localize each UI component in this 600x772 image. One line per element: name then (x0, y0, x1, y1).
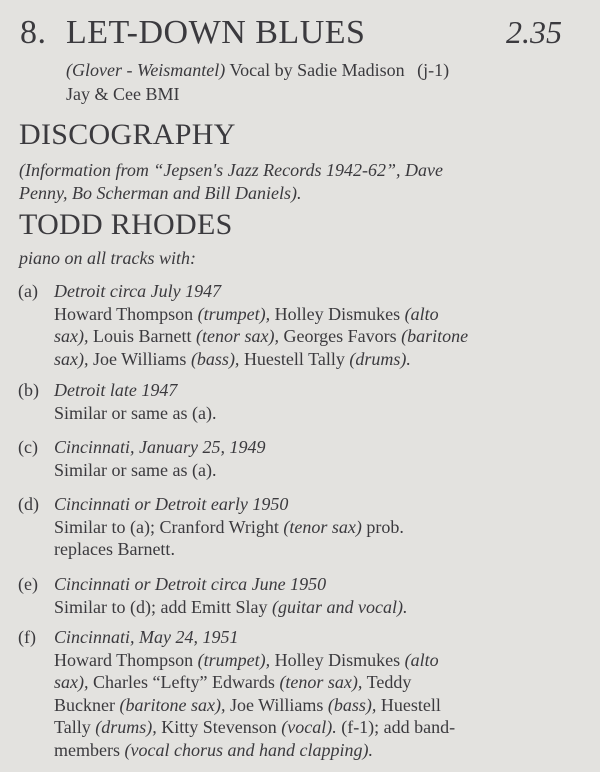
personnel-text: Joe Williams (88, 348, 191, 369)
session-place-date: Detroit late 1947 (54, 380, 178, 400)
track-vocal: Vocal by Sadie Madison (229, 60, 405, 80)
session-place-date: Cincinnati or Detroit early 1950 (54, 494, 289, 514)
instrument-text: (baritone (401, 326, 469, 346)
personnel-text: Louis Barnett (88, 326, 196, 346)
session-place-date: Cincinnati or Detroit circa June 1950 (54, 574, 327, 594)
instrument-text: (guitar and vocal). (271, 596, 408, 617)
personnel-text: Similar to (a); Cranford Wright (54, 516, 284, 537)
personnel-text: Joe Williams (225, 694, 328, 715)
instrument-text: (tenor sax) (283, 516, 362, 537)
instrument-text: (tenor sax), (195, 326, 279, 346)
session-letter: (e) (18, 574, 38, 594)
instrument-text: (alto (404, 303, 439, 324)
session-personnel-line (54, 326, 468, 347)
track-reference: (j-1) (417, 60, 450, 80)
track-number: 8. (20, 14, 47, 51)
instrument-text: (alto (404, 649, 439, 670)
discography-source-line-1: (Information from “Jepsen's Jazz Records 1942-62”, Dave (19, 160, 443, 180)
personnel-text: Holley Dismukes (270, 649, 405, 670)
instrument-text: sax), (54, 672, 89, 692)
session-personnel-line (54, 304, 439, 325)
personnel-text: Similar to (d); add Emitt Slay (54, 596, 272, 617)
session-letter: (c) (18, 437, 38, 457)
personnel-text: Holley Dismukes (270, 303, 405, 324)
session-letter: (f) (18, 627, 36, 647)
personnel-text: Kitty Stevenson (156, 717, 282, 737)
personnel-text: Howard Thompson (54, 649, 198, 670)
instrument-text: (baritone sax), (119, 694, 226, 715)
session-personnel-line (54, 740, 373, 761)
session-letter: (b) (18, 380, 39, 400)
personnel-text: (f-1); add band- (336, 717, 456, 737)
session-place-date: Cincinnati, January 25, 1949 (54, 437, 266, 457)
personnel-text: members (54, 739, 125, 760)
session-letter: (a) (18, 281, 38, 301)
instrument-text: (tenor sax), (279, 672, 363, 692)
instrument-text: (vocal). (281, 717, 337, 737)
session-personnel-line (54, 539, 175, 560)
personnel-text: Charles “Lefty” Edwards (88, 672, 280, 692)
instrument-text: (bass), (327, 694, 377, 715)
session-personnel-line (54, 403, 216, 424)
personnel-text: replaces Barnett. (54, 539, 175, 559)
personnel-text: Teddy (362, 672, 412, 692)
session-personnel-line (54, 650, 439, 671)
artist-heading: TODD RHODES (19, 208, 233, 241)
session-personnel-line (54, 349, 411, 370)
personnel-text: Similar or same as (a). (54, 402, 217, 423)
session-letter: (d) (18, 494, 39, 514)
instrument-text: (drums). (349, 348, 411, 369)
session-personnel-line (54, 517, 404, 538)
track-composers: (Glover - Weismantel) (66, 60, 226, 80)
session-place-date: Cincinnati, May 24, 1951 (54, 627, 239, 647)
track-credits-line (66, 60, 449, 81)
instrument-text: (bass), (190, 348, 240, 369)
track-publisher: Jay & Cee BMI (66, 84, 180, 104)
discography-heading: DISCOGRAPHY (19, 118, 236, 151)
track-duration: 2.35 (506, 14, 562, 50)
personnel-text: Similar or same as (a). (54, 459, 217, 480)
instrument-text: (vocal chorus and hand clapping). (124, 739, 373, 760)
session-personnel-line (54, 460, 216, 481)
session-personnel-line (54, 717, 455, 738)
session-personnel-line (54, 672, 411, 693)
session-personnel-line (54, 695, 441, 716)
track-title: LET-DOWN BLUES (66, 14, 366, 51)
personnel-text: Georges Favors (278, 326, 402, 346)
personnel-text: Tally (54, 717, 96, 737)
personnel-text: Howard Thompson (54, 303, 198, 324)
instrument-text: (drums), (95, 717, 157, 737)
personnel-text: Huestell Tally (239, 348, 350, 369)
artist-subtitle: piano on all tracks with: (19, 248, 196, 268)
instrument-text: (trumpet), (197, 649, 271, 670)
session-personnel-line (54, 597, 407, 618)
personnel-text: prob. (361, 516, 404, 537)
discography-source-line-2: Penny, Bo Scherman and Bill Daniels). (19, 183, 302, 203)
instrument-text: sax), (54, 348, 89, 369)
session-place-date: Detroit circa July 1947 (54, 281, 222, 301)
instrument-text: (trumpet), (197, 303, 271, 324)
personnel-text: Huestell (376, 694, 441, 715)
instrument-text: sax), (54, 326, 89, 346)
personnel-text: Buckner (54, 694, 120, 715)
